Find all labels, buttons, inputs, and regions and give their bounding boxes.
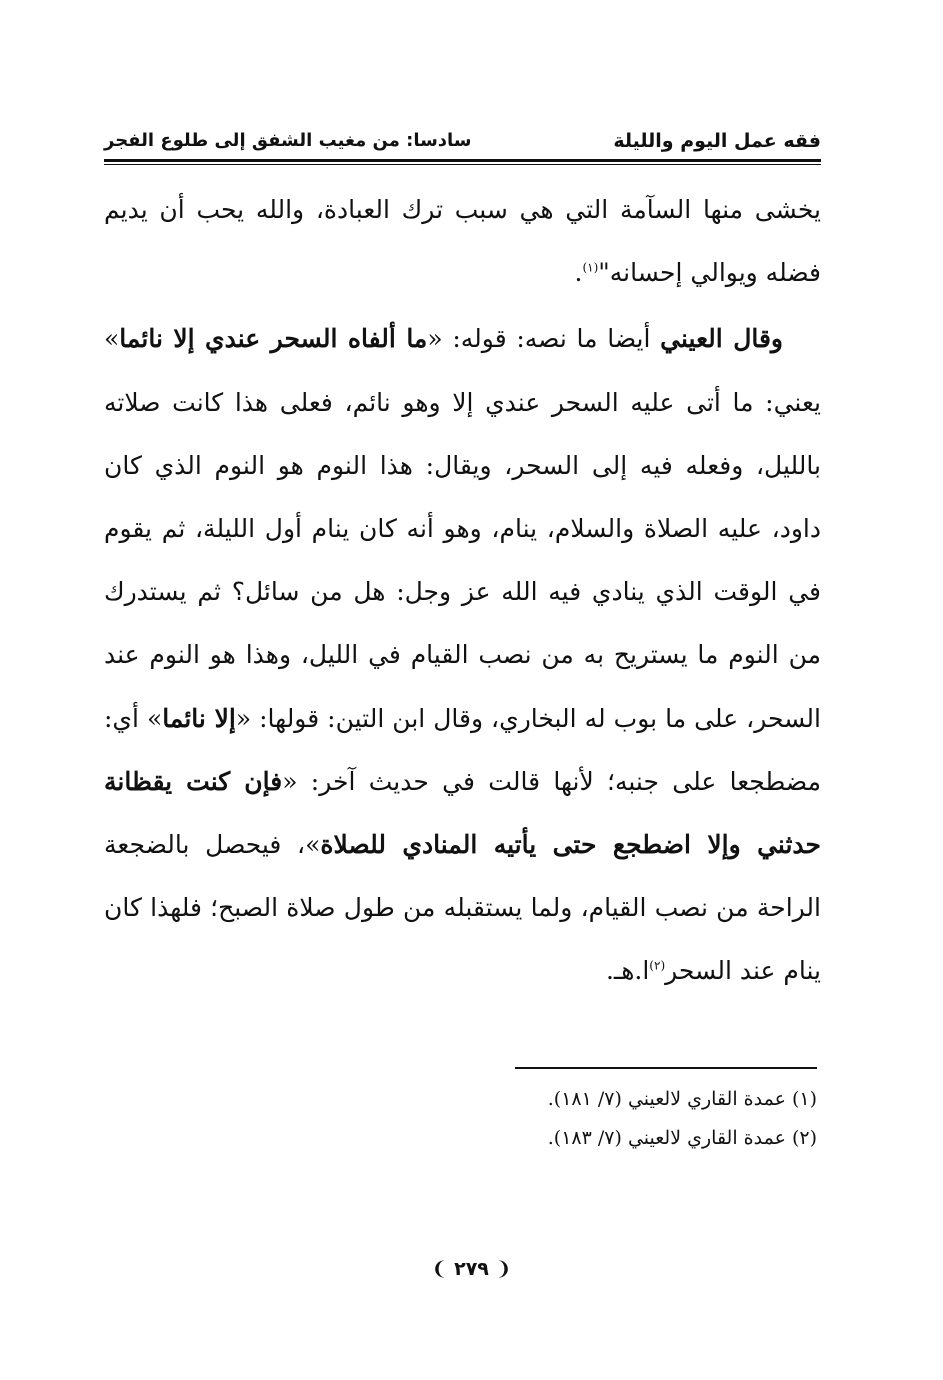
page-number-ornament-left: ❨ [431, 1258, 448, 1280]
footnote-2: (٢) عمدة القاري لالعيني (٧/ ١٨٣). [547, 1127, 817, 1149]
footnote-1: (١) عمدة القاري لالعيني (٧/ ١٨١). [547, 1088, 817, 1110]
author-name-bold: وقال العيني [660, 324, 783, 354]
paragraph-2-end: ا.هـ. [605, 956, 650, 986]
header-rule [104, 159, 821, 162]
header-rule-thin [104, 164, 821, 165]
page-number-block [0, 1258, 943, 1280]
page-number-ornament-right: ❩ [495, 1258, 512, 1280]
hadith-quote-1: ما ألفاه السحر عندي إلا نائما [119, 324, 428, 354]
footnote-ref-1: (١) [582, 260, 599, 275]
paragraph-2-text-a: أيضا ما نصه: قوله: « [427, 324, 661, 354]
footnotes [104, 1080, 817, 1158]
paragraph-2 [104, 307, 821, 1002]
paragraph-1-end: . [574, 258, 583, 288]
footnote-ref-2: (٢) [649, 959, 666, 974]
book-title: فقه عمل اليوم والليلة [613, 130, 821, 152]
hadith-quote-2: إلا نائما [162, 703, 236, 733]
footnote-separator [515, 1067, 817, 1069]
hadith-quote-3: فإن كنت يقظانة حدثني وإلا اضطجع حتى يأتيه المنادي للصلاة [104, 766, 821, 860]
section-title: سادسا: من مغيب الشفق إلى طلوع الفجر [104, 130, 472, 151]
running-header [104, 128, 821, 162]
paragraph-2-text-d: »، فيحصل بالضجعة الراحة من نصب القيام، ولما يستقبله من طول صلاة الصبح؛ فلهذا كان ينام عند السحر [104, 830, 821, 986]
paragraph-2-text-b: » يعني: ما أتى عليه السحر عندي إلا وهو نائم، فعلى هذا كانت صلاته بالليل، وفعله فيه إلى السحر، ويقال: هذا النوم هو النوم الذي كان داود، عليه الصلاة والسلام، ينام، وهو أنه كان ينام أول الليلة، ثم يقوم في الوقت الذي ينادي فيه الله عز وجل: هل من سائل؟ ثم يستدرك من النوم ما يستريح به من نصب القيام في الليل، وهذا هو النوم عند السحر، على ما بوب له البخاري، وقال ابن التين: قولها: « [104, 324, 821, 733]
paragraph-1-text: يخشى منها السآمة التي هي سبب ترك العبادة، والله يحب أن يديم فضله ويوالي إحسانه" [104, 195, 821, 288]
paragraph-1 [104, 178, 821, 304]
body-text [104, 178, 821, 1003]
page-number: ٢٧٩ [454, 1258, 489, 1280]
paragraph-2-text-c: » أي: مضطجعا على جنبه؛ لأنها قالت في حديث آخر: « [104, 703, 822, 796]
